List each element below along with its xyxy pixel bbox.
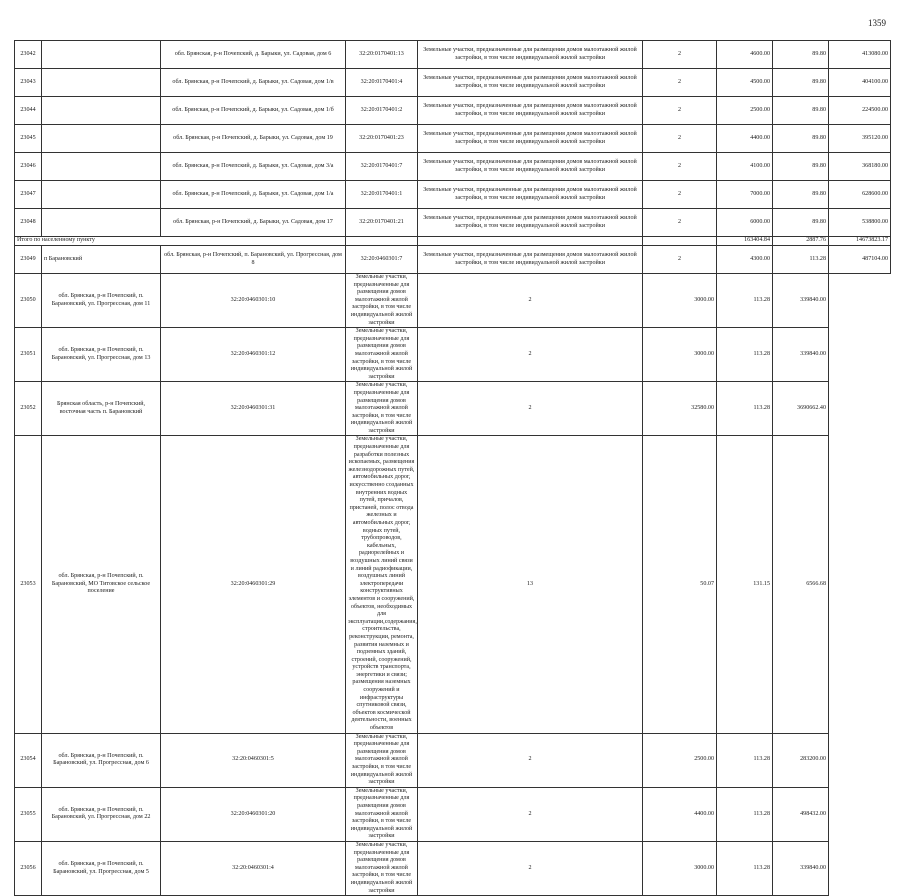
table-row xyxy=(15,246,891,274)
row-id: 23054 xyxy=(15,733,42,787)
row-settlement-cell xyxy=(42,153,161,181)
row-address: Брянская область, р-н Почепский, восточная часть п. Барановский xyxy=(42,382,161,436)
row-cadastral-number: 32:20:0460301:4 xyxy=(161,841,346,895)
row-category: 2 xyxy=(643,69,717,97)
row-category: 2 xyxy=(643,209,717,237)
table-row xyxy=(15,41,891,69)
row-id: 23043 xyxy=(15,69,42,97)
row-area: 4400.00 xyxy=(717,125,773,153)
row-cadastral-value: 339840.00 xyxy=(773,328,829,382)
row-cadastral-value: 487104.00 xyxy=(829,246,891,274)
table-row xyxy=(15,382,891,436)
row-address: обл. Брянская, р-н Почепский, п. Барановский, ул. Прогрессная, дом 8 xyxy=(161,246,346,274)
row-cadastral-number: 32:20:0460301:12 xyxy=(161,328,346,382)
row-rate: 89.80 xyxy=(773,125,829,153)
table-row xyxy=(15,209,891,237)
row-land-use: Земельные участки, предназначенные для размещения домов малоэтажной жилой застройки, в том числе индивидуальной жилой застройки xyxy=(346,382,418,436)
row-category: 2 xyxy=(643,246,717,274)
row-cadastral-value: 339840.00 xyxy=(773,841,829,895)
row-rate: 113.28 xyxy=(773,246,829,274)
row-rate: 113.28 xyxy=(717,841,773,895)
row-category: 2 xyxy=(418,733,643,787)
summary-label: Итого по населенному пункту xyxy=(15,237,346,246)
summary-value: 14673823.17 xyxy=(829,237,891,246)
row-address: обл. Брянская, р-н Почепский, д. Барыки, ул. Садовая, дом 6 xyxy=(161,41,346,69)
row-cadastral-value: 413080.00 xyxy=(829,41,891,69)
row-rate: 89.80 xyxy=(773,153,829,181)
row-area: 4400.00 xyxy=(643,787,717,841)
row-address: обл. Брянская, р-н Почепский, д. Барыки, ул. Садовая, дом 1/а xyxy=(161,181,346,209)
row-id: 23055 xyxy=(15,787,42,841)
row-land-use: Земельные участки, предназначенные для разработки полезных ископаемых, размещения железнодорожных путей, автомобильных дорог, искусственно созданных внутренних водных путей, причалов, пристаней, полос отвода железных и автомобильных дорог, водных путей, трубопроводов, кабельных, радиорелейных и воздушных линий связи и линий радиофикации, воздушных линий электропередачи конструктивных элементов и сооружений, объектов, необходимых для эксплуатации,содержания, строительства, реконструкции, ремонта, развития наземных и подземных зданий, строений, сооружений, устройств транспорта, энергетики и связи; размещения наземных сооружений и инфраструктуры спутниковой связи, объектов космической деятельности, военных объектов xyxy=(346,436,418,733)
table-row xyxy=(15,841,891,895)
row-settlement-cell xyxy=(42,209,161,237)
row-land-use: Земельные участки, предназначенные для размещения домов малоэтажной жилой застройки, в том числе индивидуальной жилой застройки xyxy=(346,274,418,328)
row-address: обл. Брянская, р-н Почепский, д. Барыки, ул. Садовая, дом 1/б xyxy=(161,97,346,125)
row-rate: 89.80 xyxy=(773,69,829,97)
row-address: обл. Брянская, р-н Почепский, п. Барановский, ул. Прогрессная, дом 13 xyxy=(42,328,161,382)
table-row xyxy=(15,125,891,153)
row-category: 13 xyxy=(418,436,643,733)
row-cadastral-value: 628600.00 xyxy=(829,181,891,209)
row-address: обл. Брянская, р-н Почепский, п. Барановский, ул. Прогрессная, дом 6 xyxy=(42,733,161,787)
table-row xyxy=(15,436,891,733)
row-settlement-cell xyxy=(42,181,161,209)
row-cadastral-value: 404100.00 xyxy=(829,69,891,97)
row-address: обл. Брянская, р-н Почепский, п. Барановский, ул. Прогрессная, дом 5 xyxy=(42,841,161,895)
row-cadastral-number: 32:20:0460301:20 xyxy=(161,787,346,841)
row-settlement-cell xyxy=(42,97,161,125)
row-category: 2 xyxy=(418,274,643,328)
row-cadastral-number: 32:20:0170401:1 xyxy=(346,181,418,209)
row-address: обл. Брянская, р-н Почепский, д. Барыки, ул. Садовая, дом 19 xyxy=(161,125,346,153)
row-cadastral-value: 395120.00 xyxy=(829,125,891,153)
row-cadastral-number: 32:20:0170401:7 xyxy=(346,153,418,181)
row-cadastral-value: 538800.00 xyxy=(829,209,891,237)
row-area: 4600.00 xyxy=(717,41,773,69)
row-address: обл. Брянская, р-н Почепский, п. Барановский, ул. Прогрессная, дом 22 xyxy=(42,787,161,841)
summary-area: 163404.84 xyxy=(717,237,773,246)
row-id: 23052 xyxy=(15,382,42,436)
table-row xyxy=(15,153,891,181)
row-area: 4300.00 xyxy=(717,246,773,274)
row-area: 3000.00 xyxy=(643,274,717,328)
row-address: обл. Брянская, р-н Почепский, п. Барановский, ул. Прогрессная, дом 11 xyxy=(42,274,161,328)
row-rate: 113.28 xyxy=(717,328,773,382)
row-id: 23047 xyxy=(15,181,42,209)
row-category: 2 xyxy=(418,382,643,436)
row-rate: 131.15 xyxy=(717,436,773,733)
row-rate: 113.28 xyxy=(717,733,773,787)
summary-rate: 2887.76 xyxy=(773,237,829,246)
row-land-use: Земельные участки, предназначенные для размещения домов малоэтажной жилой застройки, в том числе индивидуальной жилой застройки xyxy=(418,97,643,125)
table-row xyxy=(15,97,891,125)
land-registry-table xyxy=(14,40,891,896)
row-category: 2 xyxy=(643,97,717,125)
row-category: 2 xyxy=(418,787,643,841)
row-id: 23042 xyxy=(15,41,42,69)
settlement-name: п Барановский xyxy=(42,246,161,274)
row-cadastral-number: 32:20:0170401:2 xyxy=(346,97,418,125)
row-rate: 113.28 xyxy=(717,382,773,436)
row-land-use: Земельные участки, предназначенные для размещения домов малоэтажной жилой застройки, в том числе индивидуальной жилой застройки xyxy=(346,328,418,382)
summary-empty-cell xyxy=(643,237,717,246)
row-cadastral-value: 283200.00 xyxy=(773,733,829,787)
row-rate: 113.28 xyxy=(717,274,773,328)
row-cadastral-value: 224500.00 xyxy=(829,97,891,125)
row-cadastral-number: 32:20:0460301:10 xyxy=(161,274,346,328)
table-row xyxy=(15,328,891,382)
row-category: 2 xyxy=(418,328,643,382)
row-id: 23053 xyxy=(15,436,42,733)
table-row xyxy=(15,274,891,328)
row-area: 3000.00 xyxy=(643,841,717,895)
row-cadastral-number: 32:20:0460301:31 xyxy=(161,382,346,436)
row-land-use: Земельные участки, предназначенные для размещения домов малоэтажной жилой застройки, в том числе индивидуальной жилой застройки xyxy=(418,69,643,97)
row-area: 3000.00 xyxy=(643,328,717,382)
row-land-use: Земельные участки, предназначенные для размещения домов малоэтажной жилой застройки, в том числе индивидуальной жилой застройки xyxy=(346,787,418,841)
row-category: 2 xyxy=(643,125,717,153)
row-id: 23049 xyxy=(15,246,42,274)
row-rate: 89.80 xyxy=(773,181,829,209)
table-row xyxy=(15,733,891,787)
row-land-use: Земельные участки, предназначенные для размещения домов малоэтажной жилой застройки, в том числе индивидуальной жилой застройки xyxy=(418,181,643,209)
row-id: 23050 xyxy=(15,274,42,328)
row-rate: 113.28 xyxy=(717,787,773,841)
row-address: обл. Брянская, р-н Почепский, д. Барыки, ул. Садовая, дом 3/а xyxy=(161,153,346,181)
page-number: 1359 xyxy=(868,18,886,28)
row-land-use: Земельные участки, предназначенные для размещения домов малоэтажной жилой застройки, в том числе индивидуальной жилой застройки xyxy=(418,125,643,153)
row-settlement-cell xyxy=(42,125,161,153)
row-area: 6000.00 xyxy=(717,209,773,237)
row-id: 23044 xyxy=(15,97,42,125)
row-land-use: Земельные участки, предназначенные для размещения домов малоэтажной жилой застройки, в том числе индивидуальной жилой застройки xyxy=(418,41,643,69)
row-area: 32580.00 xyxy=(643,382,717,436)
row-cadastral-value: 3690662.40 xyxy=(773,382,829,436)
row-area: 2500.00 xyxy=(717,97,773,125)
summary-empty-cell xyxy=(418,237,643,246)
row-id: 23051 xyxy=(15,328,42,382)
row-cadastral-value: 339840.00 xyxy=(773,274,829,328)
row-cadastral-number: 32:20:0460301:29 xyxy=(161,436,346,733)
row-cadastral-value: 498432.00 xyxy=(773,787,829,841)
row-cadastral-number: 32:20:0170401:4 xyxy=(346,69,418,97)
row-id: 23045 xyxy=(15,125,42,153)
row-area: 4500.00 xyxy=(717,69,773,97)
row-area: 7000.00 xyxy=(717,181,773,209)
row-land-use: Земельные участки, предназначенные для размещения домов малоэтажной жилой застройки, в том числе индивидуальной жилой застройки xyxy=(418,153,643,181)
row-settlement-cell xyxy=(42,41,161,69)
row-id: 23046 xyxy=(15,153,42,181)
row-rate: 89.80 xyxy=(773,209,829,237)
row-id: 23056 xyxy=(15,841,42,895)
table-row xyxy=(15,69,891,97)
row-cadastral-value: 6566.68 xyxy=(773,436,829,733)
row-land-use: Земельные участки, предназначенные для размещения домов малоэтажной жилой застройки, в том числе индивидуальной жилой застройки xyxy=(346,733,418,787)
row-category: 2 xyxy=(643,41,717,69)
row-category: 2 xyxy=(418,841,643,895)
row-settlement-cell xyxy=(42,69,161,97)
row-cadastral-value: 368180.00 xyxy=(829,153,891,181)
row-rate: 89.80 xyxy=(773,41,829,69)
row-cadastral-number: 32:20:0170401:13 xyxy=(346,41,418,69)
row-id: 23048 xyxy=(15,209,42,237)
summary-empty-cell xyxy=(346,237,418,246)
row-rate: 89.80 xyxy=(773,97,829,125)
row-cadastral-number: 32:20:0170401:23 xyxy=(346,125,418,153)
row-address: обл. Брянская, р-н Почепский, п. Барановский, МО Титовское сельское поселение xyxy=(42,436,161,733)
row-cadastral-number: 32:20:0170401:21 xyxy=(346,209,418,237)
summary-row xyxy=(15,237,891,246)
row-address: обл. Брянская, р-н Почепский, д. Барыки, ул. Садовая, дом 17 xyxy=(161,209,346,237)
table-row xyxy=(15,181,891,209)
row-land-use: Земельные участки, предназначенные для размещения домов малоэтажной жилой застройки, в том числе индивидуальной жилой застройки xyxy=(418,246,643,274)
row-land-use: Земельные участки, предназначенные для размещения домов малоэтажной жилой застройки, в том числе индивидуальной жилой застройки xyxy=(418,209,643,237)
row-area: 4100.00 xyxy=(717,153,773,181)
row-cadastral-number: 32:20:0460301:7 xyxy=(346,246,418,274)
row-cadastral-number: 32:20:0460301:5 xyxy=(161,733,346,787)
row-category: 2 xyxy=(643,181,717,209)
row-category: 2 xyxy=(643,153,717,181)
row-area: 2500.00 xyxy=(643,733,717,787)
row-area: 50.07 xyxy=(643,436,717,733)
table-row xyxy=(15,787,891,841)
row-address: обл. Брянская, р-н Почепский, д. Барыки, ул. Садовая, дом 1/в xyxy=(161,69,346,97)
row-land-use: Земельные участки, предназначенные для размещения домов малоэтажной жилой застройки, в том числе индивидуальной жилой застройки xyxy=(346,841,418,895)
